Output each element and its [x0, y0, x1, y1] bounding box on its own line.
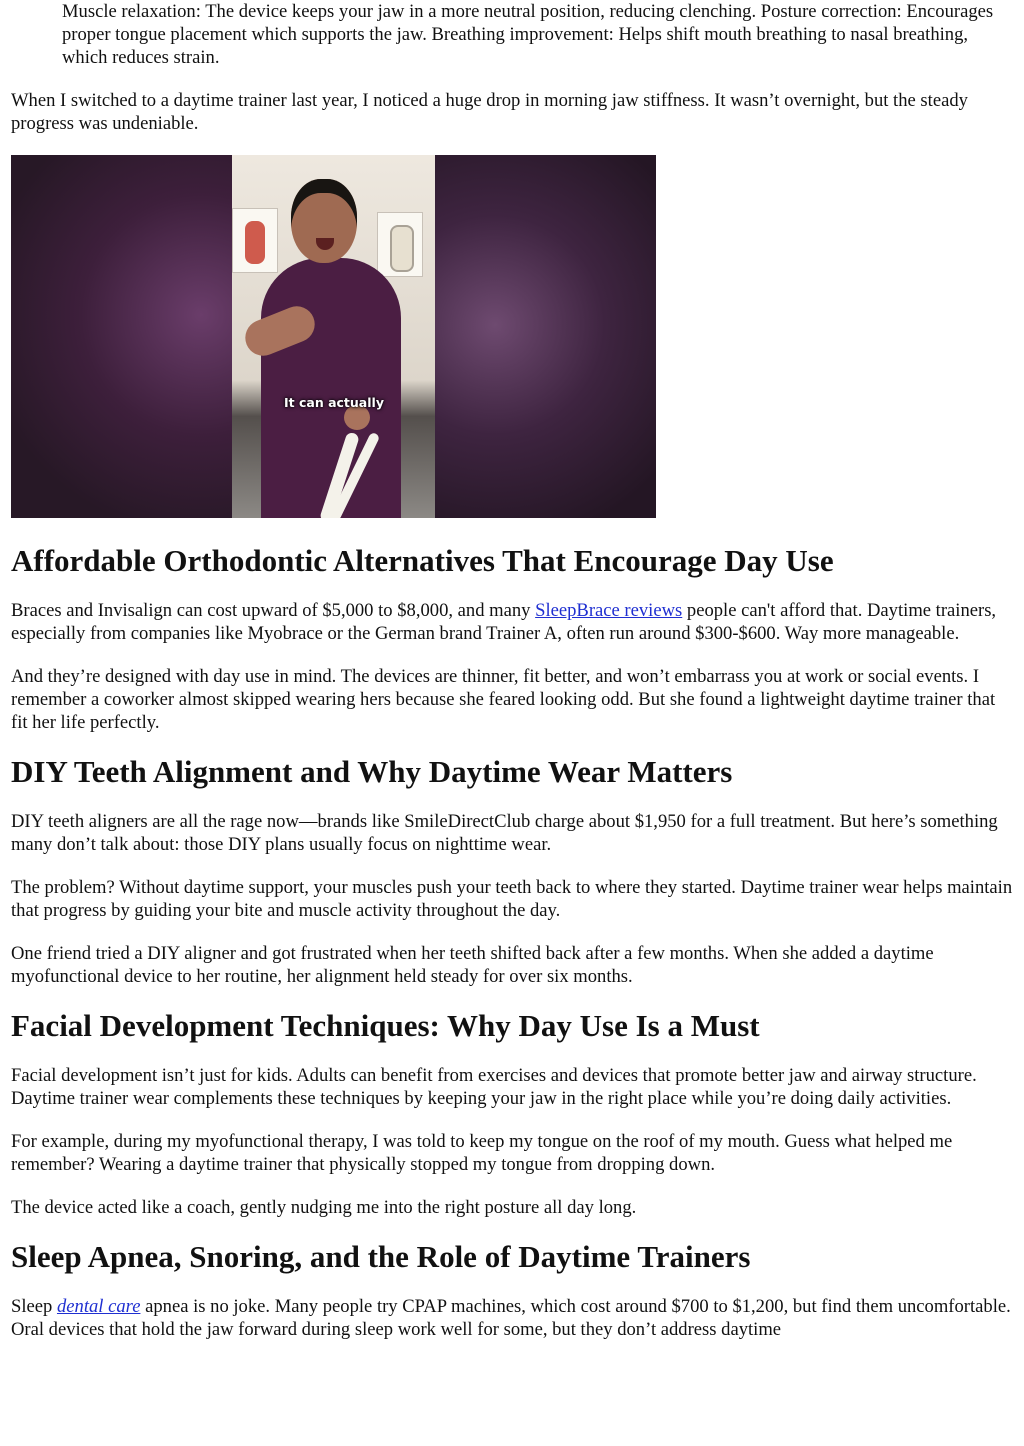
article-content	[11, 0, 1015, 1361]
heading-facial-development: Facial Development Techniques: Why Day Use Is a Must	[11, 1008, 760, 1043]
paragraph-device-coach: The device acted like a coach, gently nudging me into the right posture all day long.	[11, 1197, 637, 1218]
paragraph-costs-text-end: people can't afford that. Daytime trainers, especially from companies like Myobrace or the German brand Trainer A, often run around $300-$600. Way more manageable.	[11, 600, 997, 644]
paragraph-facial-development: Facial development isn’t just for kids. Adults can benefit from exercises and devices that promote better jaw and airway structure. Daytime trainer wear complements these techniques by keeping your jaw in the right place while you’re doing daily activities.	[11, 1065, 977, 1109]
benefits-summary: Muscle relaxation: The device keeps your jaw in a more neutral position, reducing clenching. Posture correction: Encourages proper tongue placement which supports the jaw. Breathing improvement: Helps shift mouth breathing to nasal breathing, which reduces strain.	[62, 1, 994, 68]
paragraph-sleep-apnea-start: Sleep	[11, 1296, 57, 1317]
heading-affordable-alternatives: Affordable Orthodontic Alternatives That Encourage Day Use	[11, 543, 834, 578]
paragraph-daytime-support: The problem? Without daytime support, your muscles push your teeth back to where they started. Daytime trainer wear helps maintain that progress by guiding your bite and muscle activity throughout the day.	[11, 877, 1013, 921]
paragraph-costs	[11, 599, 1015, 645]
paragraph-personal-result: When I switched to a daytime trainer last year, I noticed a huge drop in morning jaw stiffness. It wasn’t overnight, but the steady progress was undeniable.	[11, 90, 968, 134]
heading-diy-alignment: DIY Teeth Alignment and Why Daytime Wear Matters	[11, 754, 733, 789]
video-thumbnail[interactable]	[11, 155, 656, 518]
presenter-head	[291, 179, 357, 263]
paragraph-sleep-apnea	[11, 1295, 1015, 1341]
paragraph-myofunctional-therapy: For example, during my myofunctional therapy, I was told to keep my tongue on the roof of my mouth. Guess what helped me remember? Wearing a daytime trainer that physically stopped my tongue from dropping down.	[11, 1131, 953, 1175]
muscle-figure-icon	[245, 221, 265, 264]
video-blur-right	[435, 155, 656, 518]
paragraph-day-use-design: And they’re designed with day use in mind. The devices are thinner, fit better, and won’t embarrass you at work or social events. I remember a coworker almost skipped wearing hers because she feared looking odd. But she found a lightweight daytime trainer that fit her life perfectly.	[11, 666, 996, 733]
paragraph-costs-text-start: Braces and Invisalign can cost upward of $5,000 to $8,000, and many	[11, 600, 536, 621]
sleepbrace-reviews-link[interactable]: SleepBrace reviews	[535, 600, 683, 621]
video-blur-left	[11, 155, 232, 518]
anatomy-poster-right	[377, 212, 423, 277]
paragraph-sleep-apnea-end: apnea is no joke. Many people try CPAP machines, which cost around $700 to $1,200, but find them uncomfortable. Oral devices that hold the jaw forward during sleep work well for some, but they don’t address daytime	[11, 1296, 1011, 1340]
heading-sleep-apnea: Sleep Apnea, Snoring, and the Role of Daytime Trainers	[11, 1239, 751, 1274]
paragraph-friend-experience: One friend tried a DIY aligner and got frustrated when her teeth shifted back after a few months. When she added a daytime myofunctional device to her routine, her alignment held steady for over six months.	[11, 943, 934, 987]
paragraph-diy-aligners: DIY teeth aligners are all the rage now—brands like SmileDirectClub charge about $1,950 for a full treatment. But here’s something many don’t talk about: those DIY plans usually focus on nighttime wear.	[11, 811, 998, 855]
anatomy-poster-left	[232, 208, 278, 273]
video-frame	[232, 155, 435, 518]
video-caption: It can actually	[284, 395, 384, 410]
dental-care-link[interactable]: dental care	[56, 1296, 141, 1317]
skeleton-figure-icon	[390, 225, 414, 272]
